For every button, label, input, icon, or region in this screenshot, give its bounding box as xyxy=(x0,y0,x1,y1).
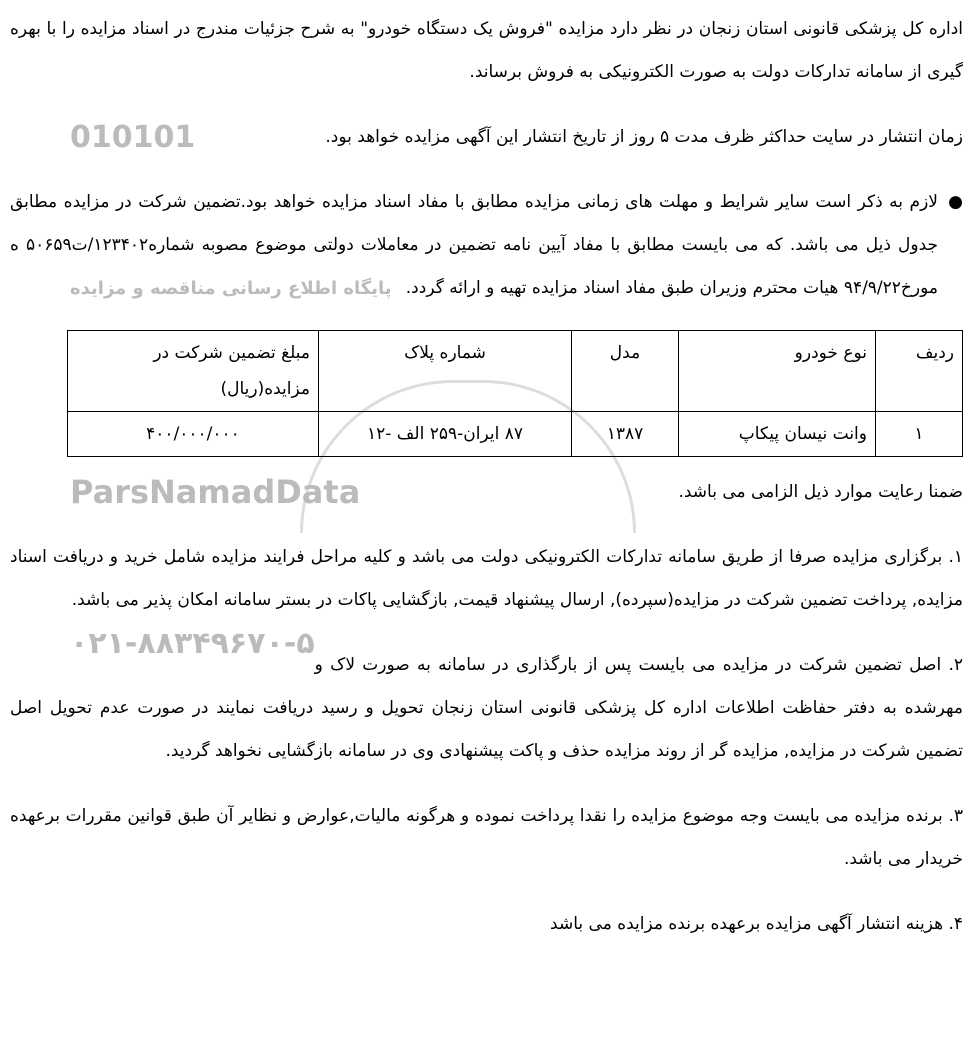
header-model: مدل xyxy=(572,331,679,412)
bullet-paragraph xyxy=(10,181,963,310)
bullet-icon: ● xyxy=(948,192,963,212)
cell-model: ۱۳۸۷ xyxy=(572,412,679,457)
table-row xyxy=(68,412,963,457)
header-vehicle-type: نوع خودرو xyxy=(679,331,876,412)
cell-guarantee-amount: ۴۰۰/۰۰۰/۰۰۰ xyxy=(68,412,319,457)
publish-time-text: زمان انتشار در سایت حداکثر ظرف مدت ۵ روز از تاریخ انتشار این آگهی مزایده خواهد بود. xyxy=(325,127,963,147)
header-row-number: ردیف xyxy=(876,331,963,412)
watermark-binary: 010101 xyxy=(70,120,196,155)
publish-time-paragraph xyxy=(10,116,963,159)
condition-item-3: ۳. برنده مزایده می بایست وجه موضوع مزایده را نقدا پرداخت نموده و هرگونه مالیات,عوارض و نظایر آن طبق قوانین مقررات برعهده خریدار می باشد. xyxy=(10,806,963,869)
condition-item-2: ۲. اصل تضمین شرکت در مزایده می بایست پس از بارگذاری در سامانه به صورت لاک و مهرشده به دفتر حفاظت اطلاعات اداره کل پزشکی قانونی استان زنجان تحویل و رسید دریافت نمایند در صورت عدم تحویل اصل تضمین شرکت در مزایده, مزایده گر از روند مزایده حذف و پاکت پیشنهادی وی در سامانه بازگشایی نخواهد گردید. xyxy=(10,655,963,761)
cell-row-number: ۱ xyxy=(876,412,963,457)
vehicle-table xyxy=(67,330,963,457)
cell-vehicle-type: وانت نیسان پیکاپ xyxy=(679,412,876,457)
watermark-phone: ۰۲۱-۸۸۳۴۹۶۷۰-۵ xyxy=(70,626,315,661)
table-header-row xyxy=(68,331,963,412)
header-guarantee-amount: مبلغ تضمین شرکت در مزایده(ریال) xyxy=(68,331,319,412)
watermark-brand: ParsNamadData xyxy=(70,473,361,511)
condition-item-1: ۱. برگزاری مزایده صرفا از طریق سامانه تدارکات الکترونیکی دولت می باشد و کلیه مراحل فرایند مزایده شامل خرید و دریافت اسناد مزایده, پرداخت تضمین شرکت در مزایده(سپرده), ارسال پیشنهاد قیمت, بازگشایی پاکات در بستر سامانه امکان پذیر می باشد. xyxy=(10,547,963,610)
header-plate: شماره پلاک xyxy=(319,331,572,412)
bullet-text: لازم به ذکر است سایر شرایط و مهلت های زمانی مزایده مطابق با مفاد اسناد مزایده خواهد بود.تضمین شرکت در مزایده مطابق جدول ذیل می باشد. که می بایست مطابق با مفاد آیین نامه تضمین در معاملات دولتی موضوع مصوبه شماره۱۲۳۴۰۲/ت۵۰۶۵۹ ه مورخ۹۴/۹/۲۲ هیات محترم وزیران طبق مفاد اسناد مزایده تهیه و ارائه گردد. xyxy=(10,192,939,298)
condition-item-1-paragraph xyxy=(10,536,963,661)
watermark-tagline: پایگاه اطلاع رسانی مناقصه و مزایده xyxy=(70,278,392,299)
condition-item-4: ۴. هزینه انتشار آگهی مزایده برعهده برنده مزایده می باشد xyxy=(550,914,963,934)
intro-paragraph: اداره کل پزشکی قانونی استان زنجان در نظر دارد مزایده "فروش یک دستگاه خودرو" به شرح جزئیات مندرج در اسناد مزایده را با بهره گیری از سامانه تدارکات دولت به صورت الکترونیکی به فروش برساند. xyxy=(10,19,963,82)
cell-plate: ۸۷ ایران-۲۵۹ الف -۱۲ xyxy=(319,412,572,457)
conditions-intro: ضمنا رعایت موارد ذیل الزامی می باشد. xyxy=(678,482,963,502)
conditions-intro-paragraph xyxy=(10,471,963,514)
